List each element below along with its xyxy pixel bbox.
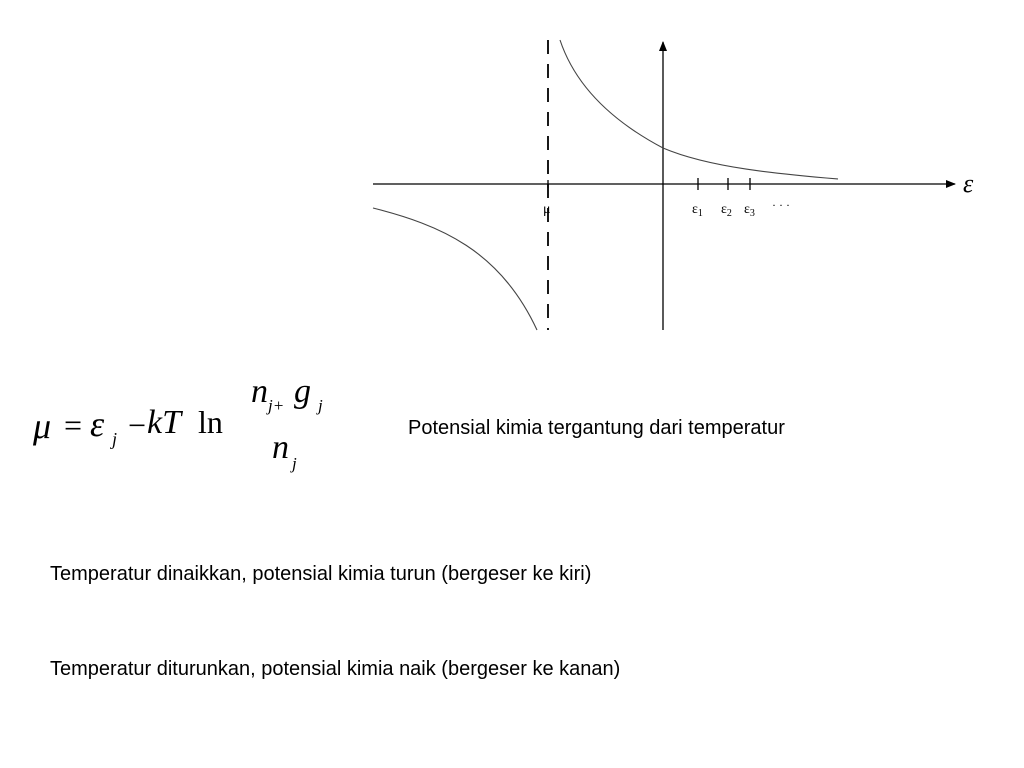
mu-label: μ	[543, 202, 551, 217]
statement-temperature-raised: Temperatur dinaikkan, potensial kimia turun (bergeser ke kiri)	[50, 563, 592, 585]
statement-temperature-lowered: Temperatur diturunkan, potensial kimia naik (bergeser ke kanan)	[50, 658, 621, 680]
numerator-g-sub: j	[318, 396, 323, 415]
formula-equals: =	[64, 407, 83, 443]
lower-curve	[373, 208, 537, 330]
level-label-1: $\varepsilon_1$	[692, 202, 703, 219]
formula-ln: ln	[198, 404, 223, 440]
level-label-2: $\varepsilon_2$	[721, 202, 732, 219]
numerator-g: g	[294, 373, 311, 410]
level-label-3: $\varepsilon_3$	[744, 202, 755, 219]
formula-epsilon: ε	[90, 404, 105, 444]
chemical-potential-formula	[0, 0, 380, 490]
energy-axis-label: ε	[963, 169, 974, 198]
ellipsis: · · ·	[772, 198, 790, 212]
numerator-n-sub: j+	[268, 396, 285, 415]
formula-kT: kT	[147, 404, 181, 441]
upper-curve	[560, 40, 838, 179]
numerator-n: n	[251, 373, 268, 410]
formula-mu: μ	[33, 406, 52, 446]
formula-caption: Potensial kimia tergantung dari temperatur	[408, 417, 785, 439]
formula-minus: −	[128, 407, 147, 443]
formula-epsilon-sub: j	[112, 429, 118, 449]
denominator-n: n	[272, 429, 289, 466]
denominator-n-sub: j	[292, 454, 297, 473]
